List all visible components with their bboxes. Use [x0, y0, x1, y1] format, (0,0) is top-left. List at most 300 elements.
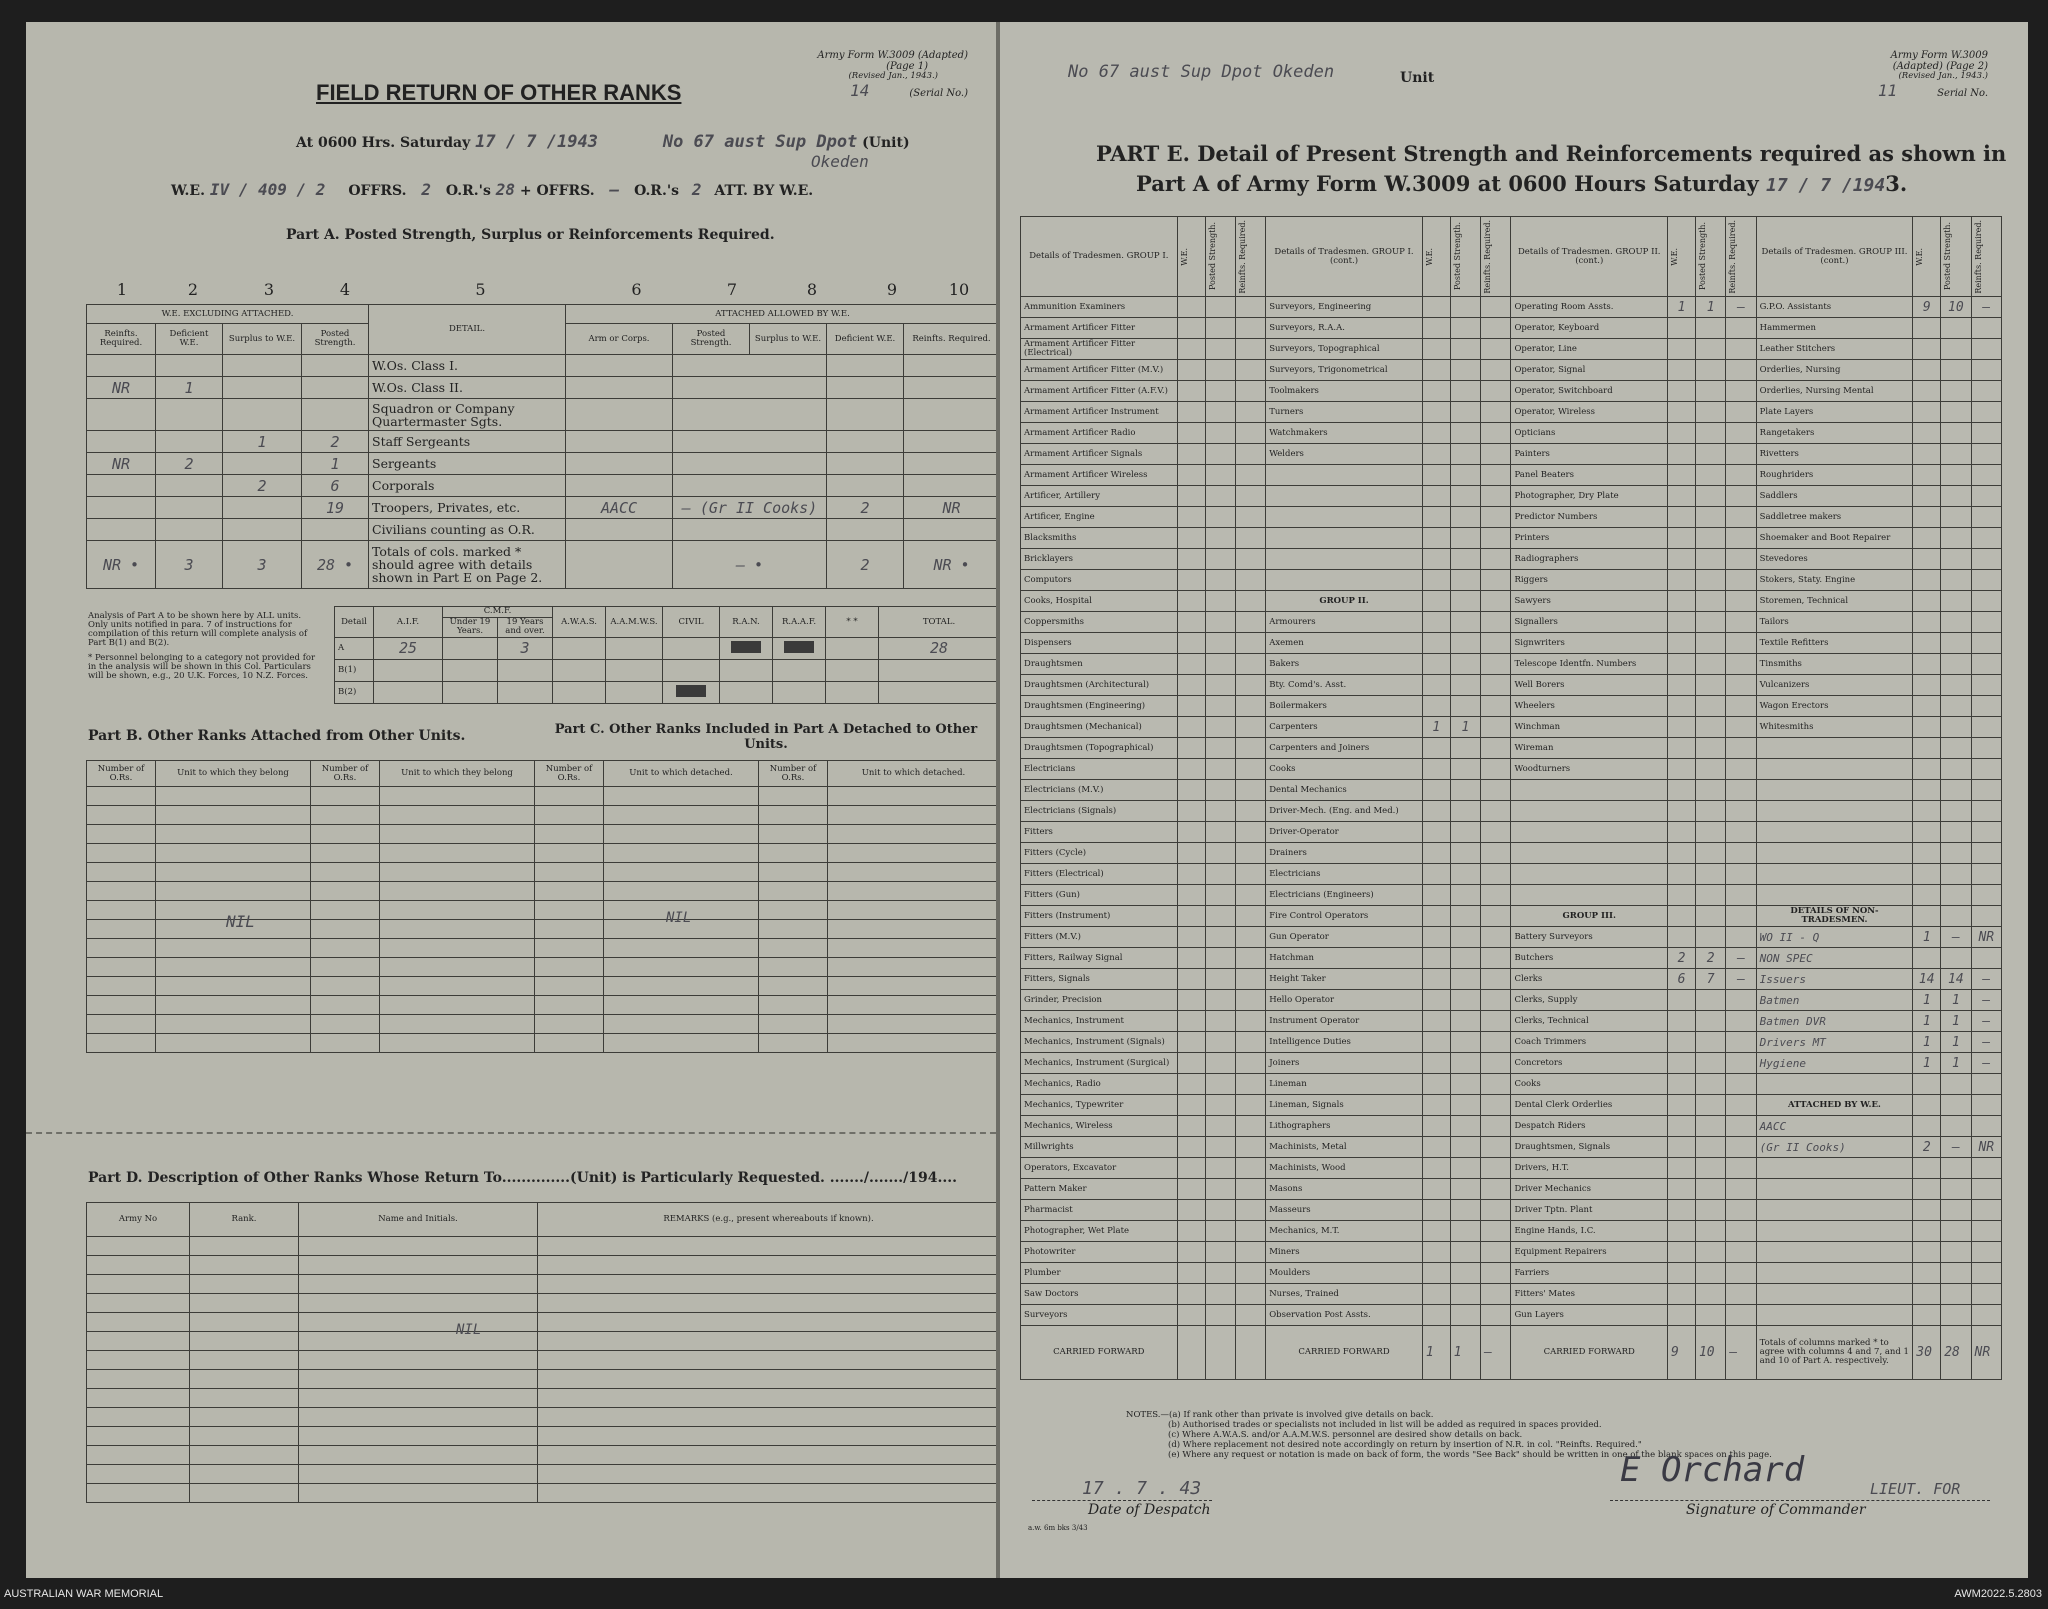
trade-label: Radiographers: [1511, 549, 1668, 570]
table-row: [1021, 1074, 2002, 1095]
row-value: 19: [302, 497, 369, 519]
trade-label: Artificer, Engine: [1021, 507, 1178, 528]
trade-label: Mechanics, Instrument: [1021, 1011, 1178, 1032]
trade-label: [1511, 843, 1668, 864]
row-value: [566, 377, 673, 399]
trade-label: Mechanics, M.T.: [1266, 1221, 1423, 1242]
trade-label: Machinists, Wood: [1266, 1158, 1423, 1179]
part-a-table: W.E. EXCLUDING ATTACHED. DETAIL. ATTACHED ALLOWED BY W.E. Reinfts. Required. Deficient W.E. Surplus to W.E. Posted Strength. Arm or Corps. Posted Strength. Surplus to W.E. Deficient W.E. Reinfts. Required. W.Os. Class I. NR 1 W.Os. Class II. Squadron or Company Quartermaster Sgts. 1 2 Staff Sergeants NR 2 1 Sergeants 2 6 Corporals 19 Troopers, Privates, etc. AACC — (Gr II Cooks) 2 NR Civilians counting as O.R. NR • 3 3 28 • Totals of cols. marked * should agree with details shown in Part E on Page 2. — • 2 NR •: [86, 304, 996, 589]
trade-label: Electricians (M.V.): [1021, 780, 1178, 801]
trade-label: Bakers: [1266, 654, 1423, 675]
trade-label: Stevedores: [1756, 549, 1913, 570]
entry-value: —: [1971, 1053, 2001, 1074]
entry-value: 1: [1913, 1011, 1941, 1032]
trade-label: Dispensers: [1021, 633, 1178, 654]
row-value: [827, 355, 904, 377]
we-line: W.E. IV / 409 / 2 OFFRS. 2 O.R.'s 28 + OFFRS. — O.R.'s 2 ATT. BY W.E.: [171, 180, 814, 199]
column-numbers: 1 2 3 4 5 6 7 8 9 10: [116, 280, 970, 299]
trade-label: Drainers: [1266, 843, 1423, 864]
trade-label: Fitters, Signals: [1021, 969, 1178, 990]
table-row: [1021, 1242, 2002, 1263]
trade-label: [1266, 570, 1423, 591]
table-row: [1021, 1011, 2002, 1032]
trade-label: Well Borers: [1511, 675, 1668, 696]
trade-label: [1756, 780, 1913, 801]
part-b-title: Part B. Other Ranks Attached from Other Units.: [88, 728, 466, 744]
table-row: [1021, 654, 2002, 675]
entry-value: 1: [1668, 297, 1696, 318]
commander-signature: E Orchard: [1620, 1450, 1805, 1490]
row-value: [904, 431, 997, 453]
trade-label: [1511, 780, 1668, 801]
trade-label: Mechanics, Typewriter: [1021, 1095, 1178, 1116]
entry-value: —: [1726, 297, 1756, 318]
trade-label: [1756, 1200, 1913, 1221]
trade-label: Welders: [1266, 444, 1423, 465]
table-row: [1021, 927, 2002, 948]
table-row: [87, 863, 997, 882]
table-row: [87, 475, 997, 497]
trade-label: GROUP III.: [1511, 906, 1668, 927]
redaction-mark: [784, 641, 814, 653]
table-row: [87, 431, 997, 453]
table-row: [1021, 486, 2002, 507]
row-value: [223, 519, 302, 541]
table-row: [87, 844, 997, 863]
row-value: [223, 355, 302, 377]
trade-label: [1756, 885, 1913, 906]
table-row: [1021, 423, 2002, 444]
trade-label: [1756, 1242, 1913, 1263]
table-row: [87, 882, 997, 901]
trade-label: Hammermen: [1756, 318, 1913, 339]
trade-label: Lithographers: [1266, 1116, 1423, 1137]
row-value: [223, 399, 302, 431]
trade-label: ATTACHED BY W.E.: [1756, 1095, 1913, 1116]
row-value: [302, 519, 369, 541]
trade-label: Draughtsmen, Signals: [1511, 1137, 1668, 1158]
trade-label: Equipment Repairers: [1511, 1242, 1668, 1263]
table-row: [87, 1237, 997, 1256]
trade-label: [1756, 1263, 1913, 1284]
trade-label: Orderlies, Nursing Mental: [1756, 381, 1913, 402]
table-row: [1021, 612, 2002, 633]
trade-label: Surveyors: [1021, 1305, 1178, 1326]
trade-label: Miners: [1266, 1242, 1423, 1263]
row-value: [827, 377, 904, 399]
entry-value: —: [1971, 1032, 2001, 1053]
trade-label: Saddlers: [1756, 486, 1913, 507]
redaction-mark: [731, 641, 761, 653]
trade-label: Saddletree makers: [1756, 507, 1913, 528]
trade-label: Cooks: [1511, 1074, 1668, 1095]
table-row: [1021, 780, 2002, 801]
row-value: [156, 399, 223, 431]
trade-label: Instrument Operator: [1266, 1011, 1423, 1032]
row-label: Totals of cols. marked * should agree with details shown in Part E on Page 2.: [369, 541, 566, 589]
row-value: [566, 541, 673, 589]
trade-label: Intelligence Duties: [1266, 1032, 1423, 1053]
trade-label: Lineman: [1266, 1074, 1423, 1095]
table-row: [1021, 1305, 2002, 1326]
trade-label: Roughriders: [1756, 465, 1913, 486]
row-value: 2: [156, 453, 223, 475]
nil-part-d: NIL: [456, 1322, 482, 1338]
row-value: 28 •: [302, 541, 369, 589]
table-row: [1021, 507, 2002, 528]
trade-label: [1511, 864, 1668, 885]
trade-label: Driver-Operator: [1266, 822, 1423, 843]
table-row: [1021, 318, 2002, 339]
row-value: [673, 399, 827, 431]
row-value: — •: [673, 541, 827, 589]
trade-label: Coach Trimmers: [1511, 1032, 1668, 1053]
trade-label: Signallers: [1511, 612, 1668, 633]
trade-label: Observation Post Assts.: [1266, 1305, 1423, 1326]
row-value: [87, 431, 156, 453]
trade-label: Pattern Maker: [1021, 1179, 1178, 1200]
entry-value: 10: [1941, 297, 1971, 318]
trade-label: Batmen DVR: [1756, 1011, 1913, 1032]
table-row: [1021, 1053, 2002, 1074]
trade-label: Winchman: [1511, 717, 1668, 738]
entry-value: [1481, 717, 1511, 738]
trade-label: Telescope Identfn. Numbers: [1511, 654, 1668, 675]
row-value: [87, 475, 156, 497]
table-row: [1021, 402, 2002, 423]
entry-value: —: [1941, 927, 1971, 948]
row-value: 3: [223, 541, 302, 589]
table-row: [87, 1389, 997, 1408]
table-row: [1021, 633, 2002, 654]
row-value: [673, 475, 827, 497]
row-value: [827, 431, 904, 453]
entry-value: 2: [1668, 948, 1696, 969]
table-row: [1021, 696, 2002, 717]
entry-value: NR: [1971, 927, 2001, 948]
trade-label: Fitters (Electrical): [1021, 864, 1178, 885]
trade-label: Height Taker: [1266, 969, 1423, 990]
trade-label: Shoemaker and Boot Repairer: [1756, 528, 1913, 549]
trade-label: Plate Layers: [1756, 402, 1913, 423]
trade-label: Mechanics, Instrument (Surgical): [1021, 1053, 1178, 1074]
date-line: At 0600 Hrs. Saturday 17 / 7 /1943 No 67 aust Sup Dpot (Unit): [296, 132, 910, 152]
entry-value: 1: [1913, 990, 1941, 1011]
trade-label: Hygiene: [1756, 1053, 1913, 1074]
trade-label: Butchers: [1511, 948, 1668, 969]
trade-label: Masons: [1266, 1179, 1423, 1200]
table-row: [87, 901, 997, 920]
trade-label: Operator, Wireless: [1511, 402, 1668, 423]
trade-label: Stokers, Staty. Engine: [1756, 570, 1913, 591]
trade-label: Electricians: [1266, 864, 1423, 885]
row-value: [87, 399, 156, 431]
trade-label: Drivers MT: [1756, 1032, 1913, 1053]
table-row: [87, 1015, 997, 1034]
trade-label: Armament Artificer Fitter (M.V.): [1021, 360, 1178, 381]
trade-label: Tinsmiths: [1756, 654, 1913, 675]
trade-label: Joiners: [1266, 1053, 1423, 1074]
trade-label: Plumber: [1021, 1263, 1178, 1284]
trade-label: Fitters' Mates: [1511, 1284, 1668, 1305]
row-value: [827, 519, 904, 541]
form-header: Army Form W.3009 (Adapted) (Page 1) (Revised Jan., 1943.) 14 (Serial No.): [817, 50, 968, 100]
entry-value: 1: [1941, 1032, 1971, 1053]
entry-value: 1: [1941, 1053, 1971, 1074]
trade-label: Hatchman: [1266, 948, 1423, 969]
trade-label: Despatch Riders: [1511, 1116, 1668, 1137]
table-row: [1021, 885, 2002, 906]
trade-label: Concretors: [1511, 1053, 1668, 1074]
row-value: [827, 453, 904, 475]
row-value: [673, 519, 827, 541]
row-value: AACC: [566, 497, 673, 519]
entry-value: 9: [1913, 297, 1941, 318]
trade-label: Mechanics, Radio: [1021, 1074, 1178, 1095]
trade-label: Operators, Excavator: [1021, 1158, 1178, 1179]
trade-label: [1756, 1158, 1913, 1179]
entry-value: 6: [1668, 969, 1696, 990]
row-value: 1: [156, 377, 223, 399]
table-row: [87, 1446, 997, 1465]
table-row: [87, 1465, 997, 1484]
part-c-title: Part C. Other Ranks Included in Part A Detached to Other Units.: [554, 722, 978, 752]
trade-label: [1266, 507, 1423, 528]
table-row: [87, 1484, 997, 1503]
row-value: [904, 475, 997, 497]
analysis-note: Analysis of Part A to be shown here by ALL units. Only units notified in para. 7 of instructions for compilation of this return will complete analysis of Part B(1) and B(2). * Personnel belonging to a category not provided for in the analysis will be shown in this Col. Particulars will be shown, e.g., 20 U.K. Forces, 10 N.Z. Forces.: [88, 611, 316, 681]
trade-label: Operator, Signal: [1511, 360, 1668, 381]
trade-label: Carpenters: [1266, 717, 1423, 738]
table-row: [1021, 864, 2002, 885]
trade-label: Electricians: [1021, 759, 1178, 780]
trade-label: Draughtsmen (Topographical): [1021, 738, 1178, 759]
row-value: 1: [223, 431, 302, 453]
trade-label: Dental Clerk Orderlies: [1511, 1095, 1668, 1116]
row-label: Staff Sergeants: [369, 431, 566, 453]
trade-label: Sawyers: [1511, 591, 1668, 612]
trade-label: Fitters: [1021, 822, 1178, 843]
trade-label: Photographer, Dry Plate: [1511, 486, 1668, 507]
row-value: [223, 453, 302, 475]
unit-handwritten: No 67 aust Sup Dpot Okeden: [1068, 62, 1335, 82]
table-row: [1021, 570, 2002, 591]
table-row: [1021, 969, 2002, 990]
trade-label: AACC: [1756, 1116, 1913, 1137]
table-row: [87, 519, 997, 541]
trade-label: Coppersmiths: [1021, 612, 1178, 633]
table-row: [87, 1313, 997, 1332]
part-e-title: PART E. Detail of Present Strength and Reinforcements required as shown in Part A of Army Form W.3009 at 0600 Hours Saturday 17 / 7 /1943.: [1096, 141, 2007, 196]
trade-label: Operator, Switchboard: [1511, 381, 1668, 402]
trade-label: Mechanics, Instrument (Signals): [1021, 1032, 1178, 1053]
entry-value: 14: [1941, 969, 1971, 990]
row-value: [904, 453, 997, 475]
row-value: NR: [87, 453, 156, 475]
row-value: [156, 431, 223, 453]
redaction-mark: [676, 685, 706, 697]
despatch-date: 17 . 7 . 43: [1082, 1478, 1202, 1499]
trade-label: Toolmakers: [1266, 381, 1423, 402]
table-row: [1021, 990, 2002, 1011]
row-value: [566, 399, 673, 431]
table-row: [87, 1034, 997, 1053]
trade-label: Draughtsmen (Engineering): [1021, 696, 1178, 717]
table-row: [87, 453, 997, 475]
trade-label: Photographer, Wet Plate: [1021, 1221, 1178, 1242]
row-value: [827, 399, 904, 431]
trade-label: [1266, 486, 1423, 507]
trade-label: Blacksmiths: [1021, 528, 1178, 549]
row-value: [566, 355, 673, 377]
table-row: [1021, 1284, 2002, 1305]
table-row: [87, 920, 997, 939]
trade-label: Armourers: [1266, 612, 1423, 633]
trade-label: Vulcanizers: [1756, 675, 1913, 696]
trade-label: Clerks, Technical: [1511, 1011, 1668, 1032]
table-row: [87, 787, 997, 806]
table-row: [87, 977, 997, 996]
table-row: [87, 377, 997, 399]
trade-label: [1511, 822, 1668, 843]
row-value: 2: [302, 431, 369, 453]
entry-value: —: [1726, 948, 1756, 969]
trade-label: [1511, 801, 1668, 822]
part-d-table: Army No Rank. Name and Initials. REMARKS (e.g., present whereabouts if known).: [86, 1202, 996, 1503]
page-1: Army Form W.3009 (Adapted) (Page 1) (Revised Jan., 1943.) 14 (Serial No.) FIELD RETURN OF OTHER RANKS At 0600 Hrs. Saturday 17 / 7 /1943 No 67 aust Sup Dpot (Unit) Okeden W.E. IV / 409 / 2 OFFRS. 2 O.R.'s 28 + OFFRS. — O.R.'s 2 ATT. BY W.E. Part A. Posted Strength, Surplus or Reinforcements Required. 1 2 3 4 5 6 7 8 9 10 W.E. EXCLUDING ATTACHED. DETAIL. ATTACHED ALLOWED BY W.E. Reinfts. Required. Deficient W.E. Surplus to W.E. Posted Strength. Arm or Corps. Posted Strength. Surplus to W.E. Deficient W.E. Reinfts. Required. W.Os. Class I. NR 1 W.Os. Class II. Squadron or Company Quartermaster Sgts. 1 2 Staff Sergeants NR 2 1 Sergeants 2 6 Corporals 19 Troopers, Privates, etc. AACC — (Gr II Cooks) 2 NR Civilians counting as O.R. NR • 3 3 28 • Totals of cols. marked * should agree with details shown in Part E on Page 2. — • 2 NR • Analysis of Part A to be shown here by ALL units. Only units notified in para. 7 of instructions for compilation of this return will complete analysis of Part B(1) and B(2). * Personnel belonging to a category not provided for in the analysis will be shown in this Col. Particulars will be shown, e.g., 20 U.K. Forces, 10 N.Z. Forces. Detail A.I.F. C.M.F. A.W.A.S. A.A.M.W.S. CIVIL R.A.N. R.A.A.F. * * TOTAL. Under 19 Years. 19 Years and over. A 25 3 28 B(1) B(2) Part B. Other Ranks Attached from Other Units. Part C. Other Ranks Included in Part A Detached to Other Units. Number of O.Rs. Unit to which they belong Number of O.Rs. Unit to which they belong Number of O.Rs. Unit to which detached. Number of O.Rs. Unit to which detached. NIL NIL Part D. Description of Other Ranks Whose Return To..............(Unit) is Particularly Requested. ......./......./194.... Army No Rank. Name and Initials. REMARKS (e.g., present whereabouts if known). NIL: [26, 22, 996, 1578]
part-b-c-table: Number of O.Rs. Unit to which they belong Number of O.Rs. Unit to which they belong Number of O.Rs. Unit to which detached. Number of O.Rs. Unit to which detached.: [86, 760, 996, 1053]
nil-part-b: NIL: [226, 912, 255, 931]
trade-label: Fitters (Instrument): [1021, 906, 1178, 927]
row-value: NR: [87, 377, 156, 399]
table-row: [1021, 549, 2002, 570]
row-value: [673, 377, 827, 399]
row-value: [904, 519, 997, 541]
trade-label: Drivers, H.T.: [1511, 1158, 1668, 1179]
trade-label: Armament Artificer Radio: [1021, 423, 1178, 444]
row-value: [673, 453, 827, 475]
trade-label: Watchmakers: [1266, 423, 1423, 444]
analysis-table: Detail A.I.F. C.M.F. A.W.A.S. A.A.M.W.S. CIVIL R.A.N. R.A.A.F. * * TOTAL. Under 19 Years. 19 Years and over. A 25 3 28 B(1) B(2): [334, 606, 996, 704]
entry-value: —: [1726, 969, 1756, 990]
trade-label: Cooks, Hospital: [1021, 591, 1178, 612]
trade-label: Surveyors, Topographical: [1266, 339, 1423, 360]
trade-label: Clerks: [1511, 969, 1668, 990]
trade-label: Electricians (Engineers): [1266, 885, 1423, 906]
trade-label: [1266, 528, 1423, 549]
trade-label: Surveyors, Trigonometrical: [1266, 360, 1423, 381]
trade-label: Leather Stitchers: [1756, 339, 1913, 360]
row-value: [673, 431, 827, 453]
entry-value: 14: [1913, 969, 1941, 990]
trade-label: [1756, 759, 1913, 780]
table-row: [1021, 339, 2002, 360]
row-value: 2: [827, 497, 904, 519]
table-row: [87, 355, 997, 377]
table-row: [1021, 948, 2002, 969]
trade-label: Draughtsmen: [1021, 654, 1178, 675]
trade-label: Millwrights: [1021, 1137, 1178, 1158]
table-row: [1021, 675, 2002, 696]
trade-label: Storemen, Technical: [1756, 591, 1913, 612]
table-row: [1021, 843, 2002, 864]
trade-label: Signwriters: [1511, 633, 1668, 654]
trade-label: GROUP II.: [1266, 591, 1423, 612]
footer-right: AWM2022.5.2803: [1954, 1588, 2042, 1600]
trade-label: Gun Layers: [1511, 1305, 1668, 1326]
entry-value: 1: [1913, 1053, 1941, 1074]
row-value: [87, 355, 156, 377]
trade-label: Riggers: [1511, 570, 1668, 591]
row-value: [904, 399, 997, 431]
table-row: [87, 825, 997, 844]
trade-label: Armament Artificer Signals: [1021, 444, 1178, 465]
trade-label: Surveyors, Engineering: [1266, 297, 1423, 318]
trade-label: Rangetakers: [1756, 423, 1913, 444]
row-value: 6: [302, 475, 369, 497]
trade-label: Wagon Erectors: [1756, 696, 1913, 717]
trade-label: Fitters (M.V.): [1021, 927, 1178, 948]
row-value: NR •: [87, 541, 156, 589]
table-row: [1021, 1263, 2002, 1284]
trade-label: Predictor Numbers: [1511, 507, 1668, 528]
table-row: [87, 1427, 997, 1446]
row-label: Civilians counting as O.R.: [369, 519, 566, 541]
trade-label: Gun Operator: [1266, 927, 1423, 948]
trade-label: [1756, 1074, 1913, 1095]
entry-value: 1: [1941, 1011, 1971, 1032]
trade-label: Driver-Mech. (Eng. and Med.): [1266, 801, 1423, 822]
trade-label: Wireman: [1511, 738, 1668, 759]
trade-label: Cooks: [1266, 759, 1423, 780]
row-value: [87, 497, 156, 519]
table-row: [87, 497, 997, 519]
row-value: 1: [302, 453, 369, 475]
trade-label: Saw Doctors: [1021, 1284, 1178, 1305]
trade-label: NON SPEC: [1756, 948, 1913, 969]
row-value: [904, 355, 997, 377]
trade-label: Carpenters and Joiners: [1266, 738, 1423, 759]
trade-label: [1756, 1221, 1913, 1242]
entry-value: 1: [1941, 990, 1971, 1011]
row-value: 2: [827, 541, 904, 589]
row-value: [566, 475, 673, 497]
trade-label: Woodturners: [1511, 759, 1668, 780]
table-row: [1021, 1095, 2002, 1116]
trade-label: Grinder, Precision: [1021, 990, 1178, 1011]
table-row: [1021, 1137, 2002, 1158]
trade-label: Operating Room Assts.: [1511, 297, 1668, 318]
row-label: Troopers, Privates, etc.: [369, 497, 566, 519]
table-row: [1021, 528, 2002, 549]
trade-label: Machinists, Metal: [1266, 1137, 1423, 1158]
trade-label: Hello Operator: [1266, 990, 1423, 1011]
trade-label: DETAILS OF NON-TRADESMEN.: [1756, 906, 1913, 927]
trade-label: Armament Artificer Fitter: [1021, 318, 1178, 339]
trade-label: Farriers: [1511, 1263, 1668, 1284]
row-label: W.Os. Class II.: [369, 377, 566, 399]
trade-label: [1756, 822, 1913, 843]
row-value: [904, 377, 997, 399]
trade-label: Tailors: [1756, 612, 1913, 633]
trade-label: Boilermakers: [1266, 696, 1423, 717]
row-value: NR: [904, 497, 997, 519]
trade-label: Electricians (Signals): [1021, 801, 1178, 822]
trade-label: Photowriter: [1021, 1242, 1178, 1263]
trade-label: Operator, Line: [1511, 339, 1668, 360]
trade-label: Nurses, Trained: [1266, 1284, 1423, 1305]
row-label: Squadron or Company Quartermaster Sgts.: [369, 399, 566, 431]
